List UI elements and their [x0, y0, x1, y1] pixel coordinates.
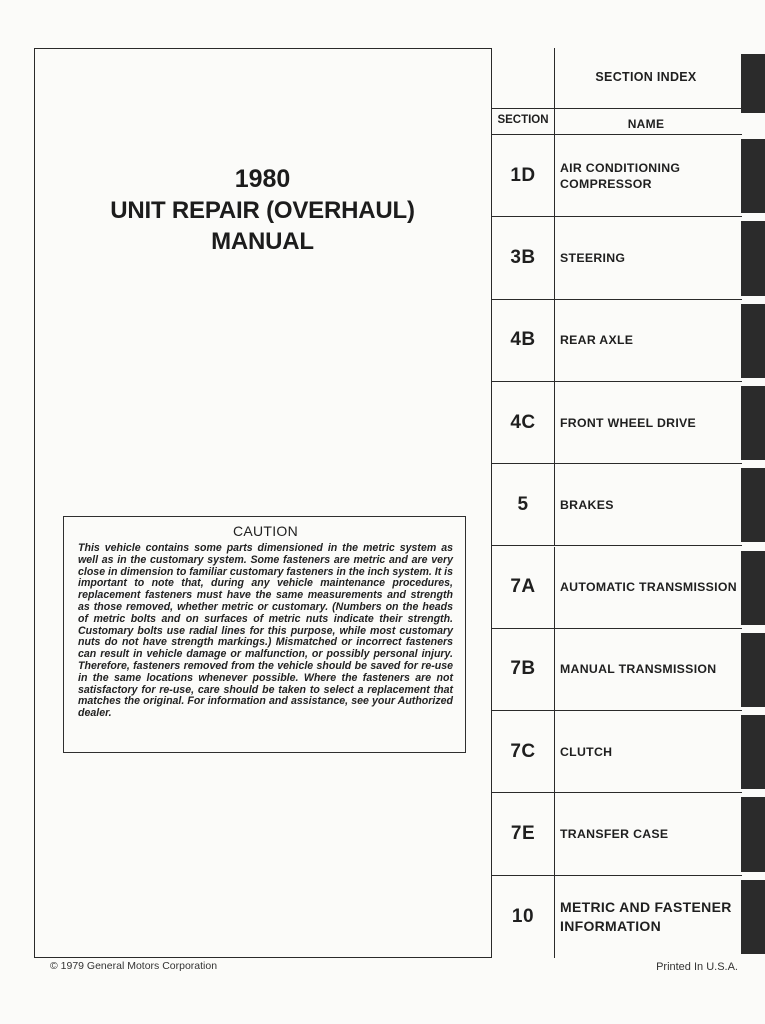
section-name: STEERING — [560, 250, 626, 265]
section-index-heading: SECTION INDEX — [595, 70, 697, 84]
caution-box — [63, 516, 466, 753]
section-name: MANUAL TRANSMISSION — [560, 662, 717, 677]
section-code: 7A — [510, 576, 536, 598]
section-code: 4B — [510, 329, 536, 351]
section-name: TRANSFER CASE — [560, 827, 669, 842]
caution-heading: CAUTION — [232, 523, 299, 539]
index-row-10[interactable] — [492, 876, 742, 958]
index-header — [492, 48, 742, 135]
printed-notice: Printed In U.S.A. — [656, 961, 738, 973]
thumb-tab-7c[interactable] — [741, 715, 765, 789]
thumb-tab-5[interactable] — [741, 468, 765, 542]
index-row-3b[interactable] — [492, 217, 742, 299]
index-row-1d[interactable] — [492, 135, 742, 217]
thumb-tab-3b[interactable] — [741, 221, 765, 295]
index-row-4b[interactable] — [492, 300, 742, 382]
title-year: 1980 — [234, 165, 291, 193]
caution-text: This vehicle contains some parts dimensioned in the metric system as well as in the customary system. Some fasteners are metric and are very close in dimension to familiar customary fasteners in the inch system. It is important to note that, during any vehicle maintenance procedures, replacement fasteners must have the same measurements and strength as those removed, whether metric or customary. (Numbers on the heads of metric bolts and on surfaces of metric nuts indicate their strength. Customary bolts use radial lines for this purpose, while most customary nuts do not have strength markings.) Mismatched or incorrect fasteners can result in vehicle damage or malfunction, or possibly personal injury. Therefore, fasteners removed from the vehicle should be saved for re-use in the same locations whenever possible. Where the fasteners are not satisfactory for re-use, care should be taken to select a replacement that matches the original. For information and assistance, see your Authorized dealer. — [78, 542, 454, 720]
thumb-tab-4c[interactable] — [741, 386, 765, 460]
thumb-tab-header — [741, 54, 765, 113]
manual-title — [80, 163, 445, 257]
thumb-tab-4b[interactable] — [741, 304, 765, 378]
section-code: 7B — [510, 658, 536, 680]
thumb-tab-7b[interactable] — [741, 633, 765, 707]
thumb-tab-7e[interactable] — [741, 797, 765, 871]
section-code: 5 — [517, 493, 529, 515]
thumb-tab-10[interactable] — [741, 880, 765, 954]
section-code: 7E — [510, 823, 536, 845]
section-name: AUTOMATIC TRANSMISSION — [560, 580, 737, 595]
column-header-section: SECTION — [497, 114, 549, 126]
index-row-7a[interactable] — [492, 547, 742, 629]
section-code: 4C — [510, 411, 536, 433]
section-name: AIR CONDITIONING COMPRESSOR — [560, 160, 681, 191]
section-name: METRIC AND FASTENER INFORMATION — [560, 898, 732, 934]
column-header-name: NAME — [627, 117, 665, 131]
title-line-2: MANUAL — [211, 228, 314, 255]
index-row-4c[interactable] — [492, 382, 742, 464]
section-code: 3B — [510, 246, 536, 268]
section-name: BRAKES — [560, 497, 614, 512]
section-code: 1D — [510, 164, 536, 186]
copyright-notice: © 1979 General Motors Corporation — [50, 960, 218, 972]
thumb-tab-7a[interactable] — [741, 551, 765, 625]
section-code: 7C — [510, 740, 536, 762]
index-row-7c[interactable] — [492, 711, 742, 793]
section-name: CLUTCH — [560, 744, 613, 759]
section-code: 10 — [511, 905, 535, 927]
index-row-7b[interactable] — [492, 629, 742, 711]
title-line-1: UNIT REPAIR (OVERHAUL) — [110, 197, 415, 224]
section-name: REAR AXLE — [560, 333, 634, 348]
thumb-tab-1d[interactable] — [741, 139, 765, 213]
index-row-5[interactable] — [492, 464, 742, 546]
section-index-table — [491, 48, 741, 958]
section-name: FRONT WHEEL DRIVE — [560, 415, 697, 430]
index-row-7e[interactable] — [492, 793, 742, 875]
